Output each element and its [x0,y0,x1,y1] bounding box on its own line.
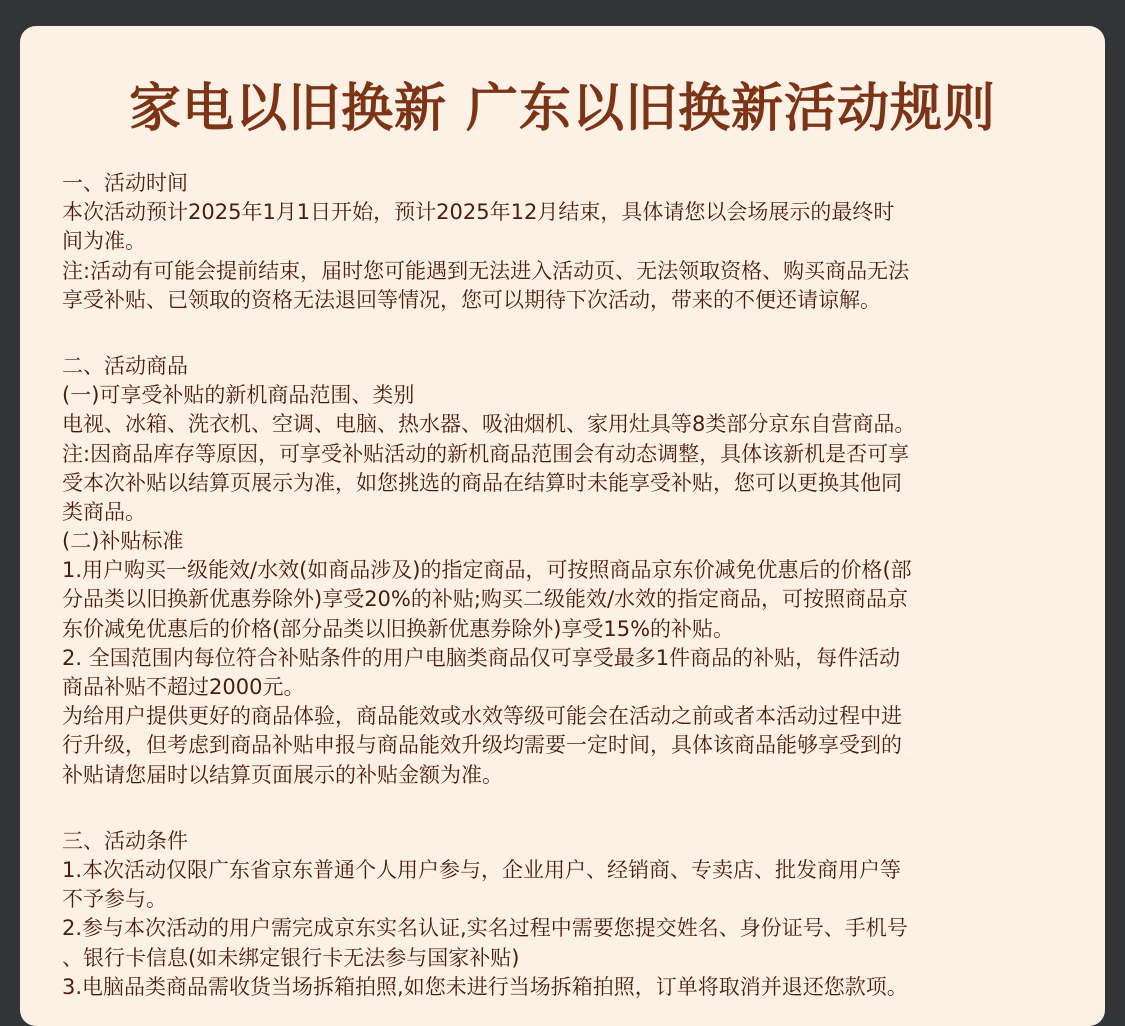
text-line: 注:活动有可能会提前结束，届时您可能遇到无法进入活动页、无法领取资格、购买商品无法 [62,258,910,283]
page-title: 家电以旧换新 广东以旧换新活动规则 [128,79,997,139]
text-line: 不予参与。 [62,887,167,912]
text-line: (一)可享受补贴的新机商品范围、类别 [62,383,415,408]
text-line: 注:因商品库存等原因，可享受补贴活动的新机商品范围会有动态调整，具体该新机是否可享 [62,441,910,466]
text-line: 2. 全国范围内每位符合补贴条件的用户电脑类商品仅可享受最多1件商品的补贴，每件活动 [62,645,901,670]
text-line: 东价减免优惠后的价格(部分品类以旧换新优惠券除外)享受15%的补贴。 [62,616,735,641]
text-line: 为给用户提供更好的商品体验，商品能效或水效等级可能会在活动之前或者本活动过程中进 [62,704,902,729]
text-line: 受本次补贴以结算页展示为准，如您挑选的商品在结算时未能享受补贴，您可以更换其他同 [62,470,902,495]
section-spacer [62,790,1092,827]
text-line: 、银行卡信息(如未绑定银行卡无法参与国家补贴) [62,945,520,970]
text-line: 补贴请您届时以结算页面展示的补贴金额为准。 [62,762,503,787]
text-line: 行升级，但考虑到商品补贴申报与商品能效升级均需要一定时间，具体该商品能够享受到的 [62,733,902,758]
section-heading-time: 一、活动时间 [62,171,188,195]
text-line: 商品补贴不超过2000元。 [62,675,305,699]
text-line: (二)补贴标准 [62,529,184,554]
text-line: 享受补贴、已领取的资格无法退回等情况，您可以期待下次活动，带来的不便还请谅解。 [62,287,881,312]
text-line: 电视、冰箱、洗衣机、空调、电脑、热水器、吸油烟机、家用灶具等8类部分京东自营商品。 [62,412,916,437]
text-line: 类商品。 [62,499,146,524]
text-line: 1.本次活动仅限广东省京东普通个人用户参与，企业用户、经销商、专卖店、批发商用户等 [62,857,902,882]
text-line: 分品类以旧换新优惠券除外)享受20%的补贴;购买二级能效/水效的指定商品，可按照商品京 [62,587,909,612]
section-spacer [62,315,1092,352]
rules-content [62,169,1092,1002]
text-line: 1.用户购买一级能效/水效(如商品涉及)的指定商品，可按照商品京东价减免优惠后的价格(部 [62,558,912,583]
text-line: 3.电脑品类商品需收货当场拆箱拍照,如您未进行当场拆箱拍照，订单将取消并退还您款项。 [62,974,908,999]
section-heading-products: 二、活动商品 [62,353,188,378]
section-heading-conditions: 三、活动条件 [62,828,188,853]
text-line: 本次活动预计2025年1月1日开始，预计2025年12月结束，具体请您以会场展示的最终时 [62,200,895,225]
text-line: 2.参与本次活动的用户需完成京东实名认证,实名过程中需要您提交姓名、身份证号、手机号 [62,916,908,941]
rules-card [20,26,1105,1026]
text-line: 间为准。 [62,229,146,254]
